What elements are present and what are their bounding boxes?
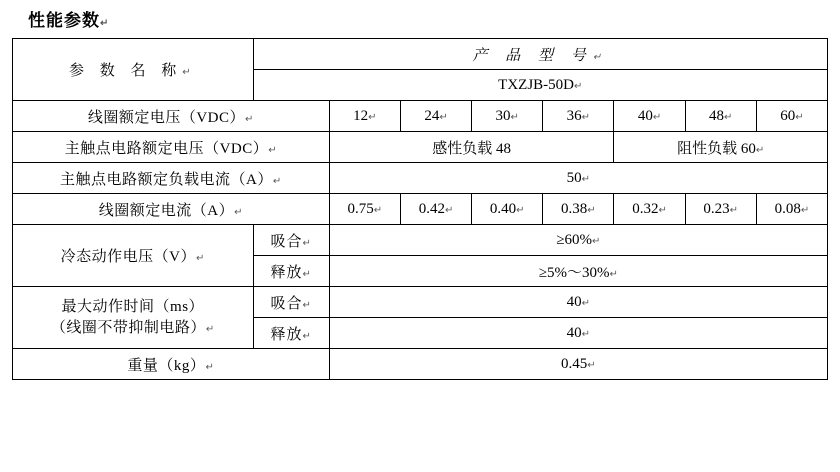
cell-release-voltage-value: ≥5%～30%↵ (329, 256, 827, 287)
paragraph-mark-icon: ↵ (510, 111, 519, 123)
row-label-cold-action-voltage: 冷态动作电压（V）↵ (13, 225, 254, 287)
cell-resistive-load: 阻性负载 60↵ (614, 132, 828, 163)
cell-contact-rated-current: 50↵ (329, 163, 827, 194)
cell-coil-voltage-2: 24↵ (400, 101, 471, 132)
paragraph-mark-icon: ↵ (658, 204, 667, 216)
table-row (13, 39, 828, 70)
cell-inductive-load: 感性负载 48 (329, 132, 614, 163)
cell-coil-voltage-7: 60↵ (756, 101, 827, 132)
paragraph-mark-icon: ↵ (516, 204, 525, 216)
page-title-text: 性能参数 (28, 11, 100, 30)
paragraph-mark-icon: ↵ (196, 253, 205, 264)
sub-label-release-voltage: 释放↵ (253, 256, 329, 287)
paragraph-mark-icon: ↵ (373, 204, 383, 216)
cell-coil-current-5: 0.32↵ (614, 194, 685, 225)
cell-weight-value: 0.45↵ (329, 349, 827, 380)
paragraph-mark-icon: ↵ (755, 144, 765, 156)
paragraph-mark-icon: ↵ (587, 204, 596, 216)
paragraph-mark-icon: ↵ (205, 361, 215, 373)
max-action-time-line2: （线圈不带抑制电路）↵ (50, 319, 215, 336)
cell-coil-voltage-6: 48↵ (685, 101, 756, 132)
paragraph-mark-icon: ↵ (592, 51, 609, 63)
cell-coil-current-2: 0.42↵ (400, 194, 471, 225)
paragraph-mark-icon: ↵ (581, 173, 591, 185)
cell-coil-current-3: 0.40↵ (472, 194, 543, 225)
row-label-coil-rated-voltage: 线圈额定电压（VDC）↵ (13, 101, 330, 132)
paragraph-mark-icon: ↵ (272, 175, 282, 187)
table-row (13, 349, 828, 380)
table-row (13, 194, 828, 225)
paragraph-mark-icon: ↵ (724, 111, 733, 123)
paragraph-mark-icon: ↵ (795, 111, 804, 123)
row-label-contact-rated-voltage: 主触点电路额定电压（VDC）↵ (13, 132, 330, 163)
cell-coil-voltage-5: 40↵ (614, 101, 685, 132)
cell-pickup-time-value: 40↵ (329, 287, 827, 318)
paragraph-mark-icon: ↵ (268, 144, 278, 156)
row-label-contact-rated-current: 主触点电路额定负载电流（A）↵ (13, 163, 330, 194)
sub-label-pickup-voltage: 吸合↵ (253, 225, 329, 256)
product-model-header: 产 品 型 号↵ (253, 39, 827, 70)
param-name-header: 参 数 名 称↵ (13, 39, 254, 101)
table-row (13, 287, 828, 318)
paragraph-mark-icon: ↵ (729, 204, 739, 216)
table-row (13, 132, 828, 163)
sub-label-pickup-time: 吸合↵ (253, 287, 329, 318)
paragraph-mark-icon: ↵ (652, 111, 662, 123)
specification-table (12, 38, 828, 380)
product-model-value: TXZJB-50D↵ (253, 70, 827, 101)
paragraph-mark-icon: ↵ (574, 80, 583, 92)
row-label-max-action-time (13, 287, 254, 349)
paragraph-mark-icon: ↵ (302, 299, 312, 311)
paragraph-mark-icon: ↵ (592, 235, 601, 247)
cell-coil-voltage-3: 30↵ (472, 101, 543, 132)
table-row (13, 163, 828, 194)
cell-release-time-value: 40↵ (329, 318, 827, 349)
paragraph-mark-icon: ↵ (302, 330, 312, 342)
max-action-time-line1: 最大动作时间（ms） (61, 299, 205, 316)
row-label-coil-rated-current: 线圈额定电流（A）↵ (13, 194, 330, 225)
cell-coil-current-4: 0.38↵ (543, 194, 614, 225)
paragraph-mark-icon: ↵ (205, 323, 215, 335)
paragraph-mark-icon: ↵ (234, 206, 243, 218)
paragraph-mark-icon: ↵ (581, 111, 591, 123)
paragraph-mark-icon: ↵ (182, 67, 197, 78)
paragraph-mark-icon: ↵ (302, 237, 312, 249)
paragraph-mark-icon: ↵ (302, 268, 312, 280)
cell-coil-voltage-1: 12↵ (329, 101, 400, 132)
paragraph-mark-icon: ↵ (800, 204, 810, 216)
paragraph-mark-icon: ↵ (245, 113, 254, 125)
paragraph-mark-icon: ↵ (609, 268, 618, 280)
paragraph-mark-icon: ↵ (439, 111, 448, 123)
table-row (13, 101, 828, 132)
cell-coil-voltage-4: 36↵ (543, 101, 614, 132)
paragraph-mark-icon: ↵ (444, 204, 454, 216)
cell-pickup-voltage-value: ≥60%↵ (329, 225, 827, 256)
paragraph-mark-icon: ↵ (581, 328, 591, 340)
page-title (28, 6, 109, 31)
paragraph-mark-icon: ↵ (587, 359, 596, 371)
row-label-weight: 重量（kg）↵ (13, 349, 330, 380)
paragraph-mark-icon: ↵ (581, 297, 591, 309)
sub-label-release-time: 释放↵ (253, 318, 329, 349)
paragraph-mark-icon: ↵ (100, 18, 110, 29)
paragraph-mark-icon: ↵ (368, 111, 377, 123)
cell-coil-current-6: 0.23↵ (685, 194, 756, 225)
cell-coil-current-7: 0.08↵ (756, 194, 827, 225)
table-row (13, 225, 828, 256)
cell-coil-current-1: 0.75↵ (329, 194, 400, 225)
